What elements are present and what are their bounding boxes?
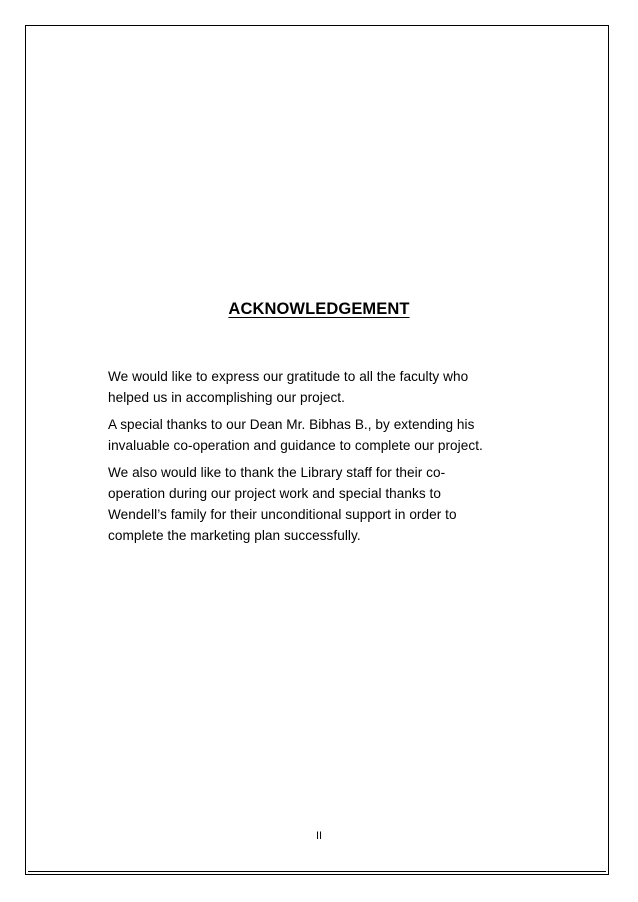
- paragraph-line: helped us in accomplishing our project.: [108, 390, 345, 405]
- paragraph-library-thanks: [108, 462, 528, 546]
- paragraph-line: invaluable co-operation and guidance to complete our project.: [108, 438, 483, 453]
- acknowledgement-body: [108, 366, 528, 552]
- paragraph-gratitude: [108, 366, 528, 408]
- page-title: ACKNOWLEDGEMENT: [228, 300, 410, 318]
- paragraph-line: operation during our project work and special thanks to: [108, 486, 441, 501]
- paragraph-line: We also would like to thank the Library staff for their co-: [108, 465, 446, 480]
- paragraph-dean-thanks: [108, 414, 528, 456]
- paragraph-line: Wendell’s family for their unconditional support in order to: [108, 507, 457, 522]
- page-number: II: [315, 830, 323, 842]
- paragraph-line: complete the marketing plan successfully.: [108, 528, 361, 543]
- paragraph-line: A special thanks to our Dean Mr. Bibhas B., by extending his: [108, 417, 475, 432]
- paragraph-line: We would like to express our gratitude to all the faculty who: [108, 369, 469, 384]
